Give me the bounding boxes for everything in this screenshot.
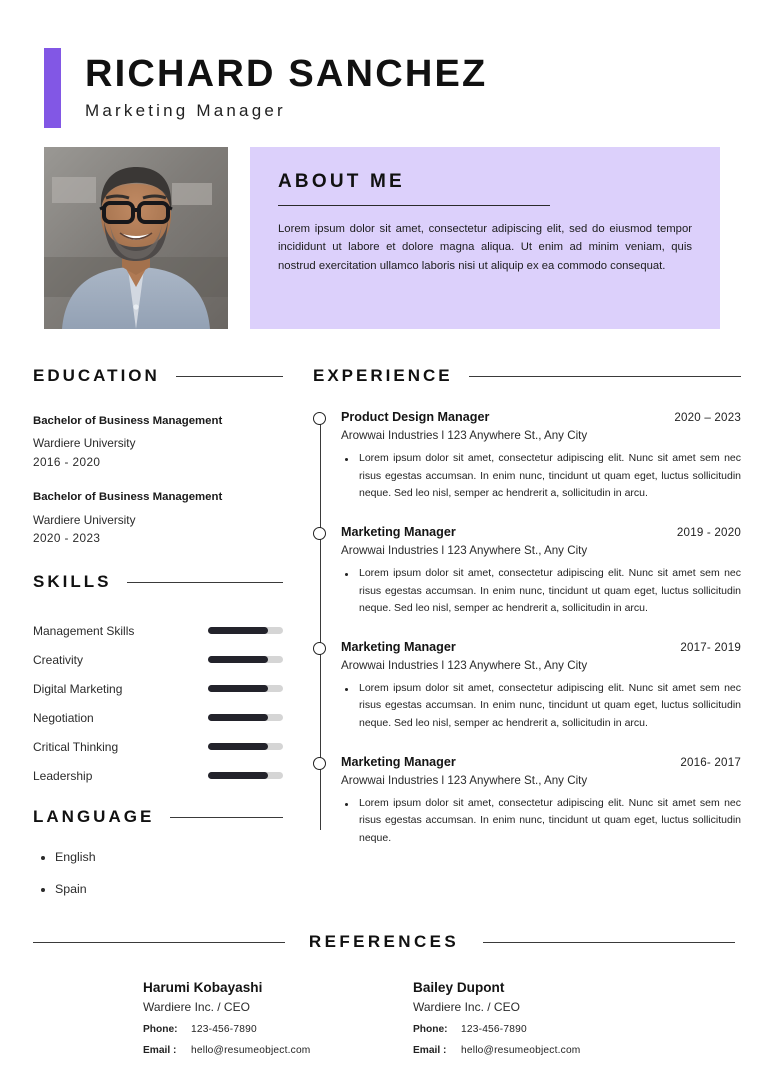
- skills-list: [33, 616, 283, 790]
- references-title: REFERENCES: [308, 932, 460, 951]
- skill-label: Leadership: [33, 768, 93, 783]
- email-label: Email :: [413, 1045, 447, 1056]
- skill-progress-bar: [208, 772, 283, 779]
- education-years: 2020 - 2023: [33, 531, 101, 546]
- education-degree: Bachelor of Business Management: [33, 415, 223, 427]
- skill-progress-fill: [208, 743, 268, 750]
- about-me-divider: [278, 205, 550, 206]
- list-item: [33, 645, 283, 674]
- list-item: [143, 980, 413, 1056]
- skill-label: Management Skills: [33, 623, 135, 638]
- page-title: RICHARD SANCHEZ: [85, 52, 488, 95]
- reference-phone-row: [143, 1024, 413, 1035]
- list-item: [341, 410, 741, 503]
- list-item: • Spain: [55, 881, 283, 898]
- phone-value: 123-456-7890: [461, 1024, 527, 1035]
- education-school: Wardiere University: [33, 512, 136, 527]
- list-item: [33, 490, 283, 546]
- experience-company: Arowwai Industries l 123 Anywhere St., Any City: [341, 429, 588, 442]
- experience-title: EXPERIENCE: [313, 366, 453, 385]
- skills-rule: [127, 582, 283, 583]
- list-item: Lorem ipsum dolor sit amet, consectetur adipiscing elit. Nunc sit amet sem nec risus egestas accumsan. In enim nunc, tincidunt ut quam eget, luctus sollicitudin neque.: [341, 795, 741, 848]
- avatar: [44, 147, 228, 329]
- experience-bullets: [341, 680, 741, 733]
- timeline-dot-icon: [313, 757, 326, 770]
- experience-header: [341, 755, 741, 769]
- list-item: [33, 414, 283, 470]
- phone-label: Phone:: [143, 1024, 178, 1035]
- email-value: hello@resumeobject.com: [191, 1045, 311, 1056]
- reference-role: Wardiere Inc. / CEO: [413, 1000, 520, 1014]
- education-rule: [176, 376, 283, 377]
- experience-rule: [469, 376, 741, 377]
- about-me-body: Lorem ipsum dolor sit amet, consectetur adipiscing elit, sed do eiusmod tempor incididunt ut labore et dolore magna aliqua. Ut enim ad minim veniam, quis nostrud exercitation ullamco laboris nisi ut aliquip ex ea commodo consequat.: [278, 223, 692, 272]
- language-title: LANGUAGE: [33, 807, 155, 826]
- list-item: [33, 674, 283, 703]
- timeline-dot-icon: [313, 412, 326, 425]
- skill-label: Critical Thinking: [33, 739, 119, 754]
- experience-date: 2020 – 2023: [674, 411, 741, 424]
- experience-role: Marketing Manager: [341, 754, 456, 769]
- skill-progress-bar: [208, 627, 283, 634]
- timeline-dot-icon: [313, 527, 326, 540]
- skill-progress-fill: [208, 685, 268, 692]
- experience-company: Arowwai Industries l 123 Anywhere St., Any City: [341, 543, 588, 557]
- email-label: Email :: [143, 1045, 177, 1056]
- experience-bullets: [341, 450, 741, 503]
- education-heading: [33, 366, 283, 386]
- email-value: hello@resumeobject.com: [461, 1045, 581, 1056]
- experience-company: Arowwai Industries l 123 Anywhere St., Any City: [341, 773, 588, 787]
- education-list: [33, 414, 283, 547]
- reference-email-row: [143, 1045, 413, 1056]
- experience-header: [341, 525, 741, 539]
- skill-progress-bar: [208, 656, 283, 663]
- job-title: Marketing Manager: [85, 101, 286, 121]
- list-item: [33, 732, 283, 761]
- skill-progress-bar: [208, 685, 283, 692]
- experience-header: [341, 410, 741, 424]
- list-item: [33, 616, 283, 645]
- list-item: Lorem ipsum dolor sit amet, consectetur adipiscing elit. Nunc sit amet sem nec risus egestas accumsan. In enim nunc, tincidunt ut quam eget, luctus sollicitudin neque. Sed leo nisl, semper ac hendrerit a, sollicitudin in arcu.: [341, 450, 741, 503]
- accent-bar: [44, 48, 61, 128]
- skills-title: SKILLS: [33, 572, 112, 591]
- list-item: [413, 980, 683, 1056]
- reference-role: Wardiere Inc. / CEO: [143, 1000, 250, 1014]
- experience-bullets: [341, 565, 741, 618]
- header-text: [61, 48, 487, 128]
- education-school: Wardiere University: [33, 436, 136, 451]
- experience-bullets: [341, 795, 741, 848]
- skill-progress-bar: [208, 714, 283, 721]
- experience-role: Product Design Manager: [341, 410, 490, 424]
- skill-label: Negotiation: [33, 710, 94, 725]
- reference-name: Harumi Kobayashi: [143, 980, 263, 995]
- skills-section: [33, 572, 283, 790]
- list-item: [341, 525, 741, 618]
- language-section: [33, 807, 283, 914]
- language-rule: [170, 817, 283, 818]
- education-section: [33, 366, 283, 547]
- skills-heading: [33, 572, 283, 592]
- list-item: [33, 703, 283, 732]
- references-list: [33, 980, 735, 1056]
- skill-progress-fill: [208, 772, 268, 779]
- timeline-dot-icon: [313, 642, 326, 655]
- experience-list: [313, 410, 741, 848]
- experience-section: [313, 366, 741, 848]
- experience-heading: [313, 366, 741, 386]
- references-rule-left: [33, 942, 285, 943]
- list-item: [33, 761, 283, 790]
- experience-role: Marketing Manager: [341, 639, 456, 654]
- references-section: [33, 932, 735, 1056]
- skill-label: Digital Marketing: [33, 681, 123, 696]
- language-list: [33, 849, 283, 899]
- about-me-title: ABOUT ME: [278, 171, 405, 192]
- skill-progress-fill: [208, 627, 268, 634]
- list-item: [341, 755, 741, 848]
- references-heading: [33, 932, 735, 952]
- education-years: 2016 - 2020: [33, 454, 101, 469]
- experience-date: 2017- 2019: [680, 640, 741, 654]
- references-rule-right: [483, 942, 735, 943]
- experience-date: 2019 - 2020: [676, 525, 741, 539]
- skill-progress-fill: [208, 714, 268, 721]
- list-item: Lorem ipsum dolor sit amet, consectetur adipiscing elit. Nunc sit amet sem nec risus egestas accumsan. In enim nunc, tincidunt ut quam eget, luctus sollicitudin neque. Sed leo nisl, semper ac hendrerit a, sollicitudin in arcu.: [341, 565, 741, 618]
- language-heading: [33, 807, 283, 827]
- resume-header: [44, 48, 724, 128]
- about-me-panel: [250, 147, 720, 329]
- skill-progress-fill: [208, 656, 268, 663]
- education-title: EDUCATION: [33, 366, 160, 385]
- list-item: [341, 640, 741, 733]
- phone-label: Phone:: [413, 1024, 448, 1035]
- experience-date: 2016- 2017: [680, 755, 741, 769]
- list-item: Lorem ipsum dolor sit amet, consectetur adipiscing elit. Nunc sit amet sem nec risus egestas accumsan. In enim nunc, tincidunt ut quam eget, luctus sollicitudin neque. Sed leo nisl, semper ac hendrerit a, sollicitudin in arcu.: [341, 680, 741, 733]
- list-item: • English: [55, 849, 283, 866]
- reference-phone-row: [413, 1024, 683, 1035]
- reference-name: Bailey Dupont: [413, 980, 505, 995]
- education-degree: Bachelor of Business Management: [33, 491, 223, 504]
- experience-role: Marketing Manager: [341, 524, 456, 539]
- phone-value: 123-456-7890: [191, 1024, 257, 1035]
- experience-header: [341, 640, 741, 654]
- experience-company: Arowwai Industries l 123 Anywhere St., Any City: [341, 658, 588, 672]
- skill-label: Creativity: [33, 652, 84, 667]
- portrait-photo-icon: [44, 147, 228, 329]
- reference-email-row: [413, 1045, 683, 1056]
- skill-progress-bar: [208, 743, 283, 750]
